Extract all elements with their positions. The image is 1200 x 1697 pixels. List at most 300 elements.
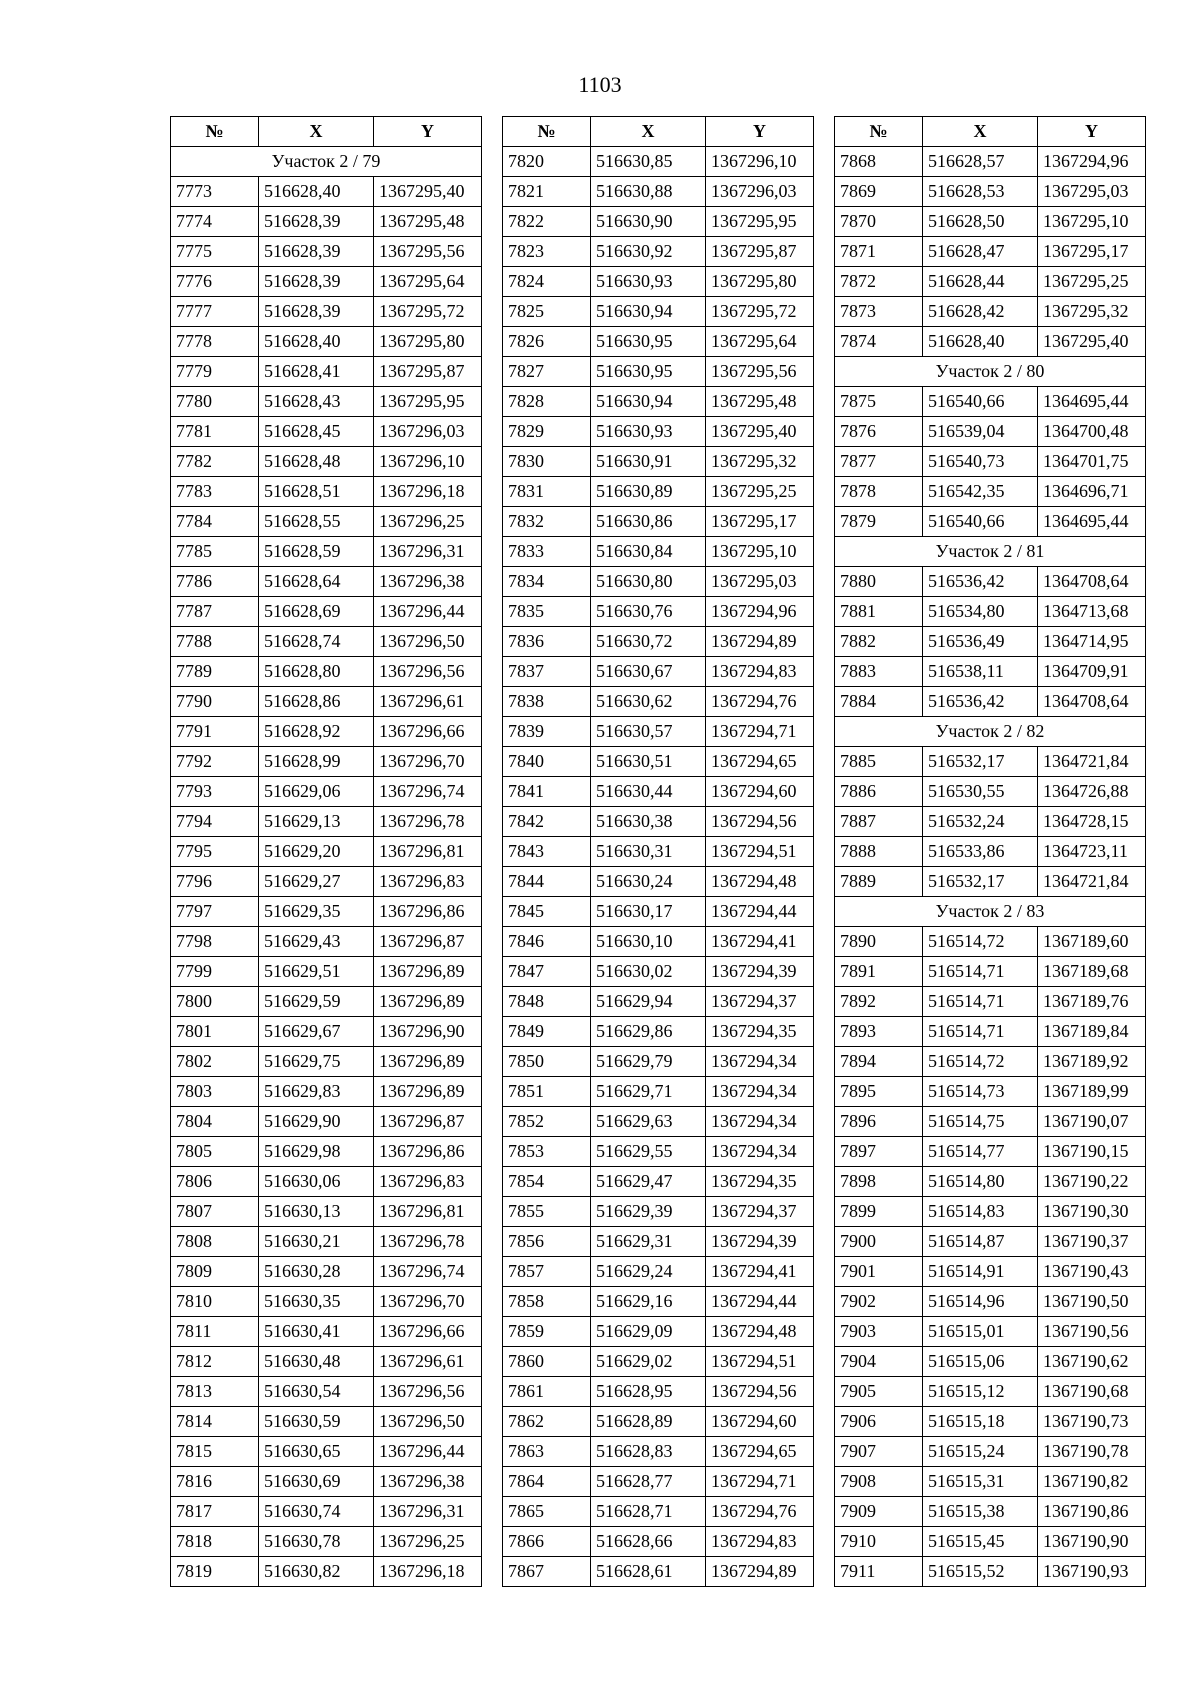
x-coordinate: 516630,17	[591, 897, 706, 927]
table-row	[171, 417, 482, 447]
y-coordinate: 1367189,99	[1038, 1077, 1146, 1107]
x-coordinate: 516630,67	[591, 657, 706, 687]
y-coordinate: 1364701,75	[1038, 447, 1146, 477]
y-coordinate: 1367296,03	[374, 417, 482, 447]
x-coordinate: 516628,92	[259, 717, 374, 747]
y-coordinate: 1367295,40	[706, 417, 814, 447]
x-coordinate: 516630,38	[591, 807, 706, 837]
point-number: 7826	[503, 327, 591, 357]
table-row	[503, 1047, 814, 1077]
table-row	[171, 1377, 482, 1407]
point-number: 7818	[171, 1527, 259, 1557]
x-coordinate: 516630,76	[591, 597, 706, 627]
y-coordinate: 1367296,61	[374, 1347, 482, 1377]
y-coordinate: 1367190,37	[1038, 1227, 1146, 1257]
x-coordinate: 516628,71	[591, 1497, 706, 1527]
y-coordinate: 1364709,91	[1038, 657, 1146, 687]
header-row	[835, 117, 1146, 147]
point-number: 7839	[503, 717, 591, 747]
table-row	[503, 537, 814, 567]
point-number: 7871	[835, 237, 923, 267]
point-number: 7860	[503, 1347, 591, 1377]
x-coordinate: 516629,09	[591, 1317, 706, 1347]
point-number: 7819	[171, 1557, 259, 1587]
point-number: 7835	[503, 597, 591, 627]
y-coordinate: 1367190,93	[1038, 1557, 1146, 1587]
x-coordinate: 516542,35	[923, 477, 1038, 507]
table-row	[835, 627, 1146, 657]
point-number: 7875	[835, 387, 923, 417]
y-coordinate: 1367190,50	[1038, 1287, 1146, 1317]
x-coordinate: 516514,71	[923, 957, 1038, 987]
table-row	[835, 477, 1146, 507]
table-row	[503, 1377, 814, 1407]
section-label: Участок 2 / 80	[835, 357, 1146, 387]
point-number: 7896	[835, 1107, 923, 1137]
y-coordinate: 1367296,31	[374, 537, 482, 567]
y-coordinate: 1367189,76	[1038, 987, 1146, 1017]
x-coordinate: 516630,62	[591, 687, 706, 717]
x-coordinate: 516514,91	[923, 1257, 1038, 1287]
y-coordinate: 1367190,90	[1038, 1527, 1146, 1557]
x-coordinate: 516629,55	[591, 1137, 706, 1167]
table-row	[171, 777, 482, 807]
y-coordinate: 1367296,86	[374, 897, 482, 927]
table-body	[171, 147, 482, 1587]
x-coordinate: 516630,93	[591, 417, 706, 447]
y-coordinate: 1367294,76	[706, 687, 814, 717]
y-coordinate: 1367295,87	[706, 237, 814, 267]
table-row	[171, 1197, 482, 1227]
point-number: 7799	[171, 957, 259, 987]
point-number: 7813	[171, 1377, 259, 1407]
y-coordinate: 1367296,66	[374, 717, 482, 747]
x-coordinate: 516630,69	[259, 1467, 374, 1497]
y-coordinate: 1367294,65	[706, 747, 814, 777]
y-coordinate: 1367294,71	[706, 717, 814, 747]
table-row	[171, 1107, 482, 1137]
point-number: 7870	[835, 207, 923, 237]
point-number: 7781	[171, 417, 259, 447]
y-coordinate: 1367294,44	[706, 1287, 814, 1317]
x-coordinate: 516628,42	[923, 297, 1038, 327]
y-coordinate: 1367296,25	[374, 507, 482, 537]
table-row	[503, 177, 814, 207]
x-coordinate: 516629,71	[591, 1077, 706, 1107]
y-coordinate: 1367189,68	[1038, 957, 1146, 987]
table-body	[503, 147, 814, 1587]
x-coordinate: 516629,27	[259, 867, 374, 897]
x-coordinate: 516629,02	[591, 1347, 706, 1377]
y-coordinate: 1367296,38	[374, 567, 482, 597]
x-coordinate: 516628,39	[259, 297, 374, 327]
x-coordinate: 516628,59	[259, 537, 374, 567]
x-coordinate: 516630,90	[591, 207, 706, 237]
table-row	[835, 1527, 1146, 1557]
table-row	[171, 957, 482, 987]
point-number: 7793	[171, 777, 259, 807]
x-coordinate: 516514,72	[923, 1047, 1038, 1077]
point-number: 7822	[503, 207, 591, 237]
x-coordinate: 516514,71	[923, 1017, 1038, 1047]
y-coordinate: 1367189,84	[1038, 1017, 1146, 1047]
point-number: 7846	[503, 927, 591, 957]
point-number: 7833	[503, 537, 591, 567]
point-number: 7817	[171, 1497, 259, 1527]
x-coordinate: 516515,12	[923, 1377, 1038, 1407]
y-coordinate: 1364695,44	[1038, 507, 1146, 537]
table-row	[835, 417, 1146, 447]
point-number: 7827	[503, 357, 591, 387]
table-row	[171, 1017, 482, 1047]
table-row	[171, 717, 482, 747]
x-coordinate: 516628,83	[591, 1437, 706, 1467]
point-number: 7820	[503, 147, 591, 177]
table-row	[503, 387, 814, 417]
y-coordinate: 1367295,32	[1038, 297, 1146, 327]
x-coordinate: 516538,11	[923, 657, 1038, 687]
y-coordinate: 1367296,44	[374, 1437, 482, 1467]
table-row	[171, 477, 482, 507]
x-coordinate: 516514,96	[923, 1287, 1038, 1317]
y-coordinate: 1367294,34	[706, 1077, 814, 1107]
table-row	[835, 1257, 1146, 1287]
x-coordinate: 516515,52	[923, 1557, 1038, 1587]
point-number: 7848	[503, 987, 591, 1017]
y-coordinate: 1367294,48	[706, 1317, 814, 1347]
point-number: 7895	[835, 1077, 923, 1107]
point-number: 7792	[171, 747, 259, 777]
y-coordinate: 1364708,64	[1038, 687, 1146, 717]
page-number: 1103	[578, 72, 622, 97]
table-row	[835, 1167, 1146, 1197]
y-coordinate: 1367296,89	[374, 987, 482, 1017]
y-coordinate: 1367295,40	[1038, 327, 1146, 357]
y-coordinate: 1367296,87	[374, 927, 482, 957]
y-coordinate: 1367296,03	[706, 177, 814, 207]
x-coordinate: 516628,66	[591, 1527, 706, 1557]
x-coordinate: 516629,16	[591, 1287, 706, 1317]
x-coordinate: 516628,95	[591, 1377, 706, 1407]
table-row	[503, 1317, 814, 1347]
x-coordinate: 516515,24	[923, 1437, 1038, 1467]
x-coordinate: 516630,89	[591, 477, 706, 507]
point-number: 7878	[835, 477, 923, 507]
y-coordinate: 1367189,60	[1038, 927, 1146, 957]
x-coordinate: 516629,98	[259, 1137, 374, 1167]
y-coordinate: 1367295,64	[374, 267, 482, 297]
point-number: 7794	[171, 807, 259, 837]
x-coordinate: 516630,24	[591, 867, 706, 897]
table-row	[835, 177, 1146, 207]
x-coordinate: 516628,61	[591, 1557, 706, 1587]
point-number: 7906	[835, 1407, 923, 1437]
x-coordinate: 516515,01	[923, 1317, 1038, 1347]
point-number: 7905	[835, 1377, 923, 1407]
table-row	[835, 567, 1146, 597]
table-row	[171, 807, 482, 837]
y-coordinate: 1364695,44	[1038, 387, 1146, 417]
x-coordinate: 516532,17	[923, 747, 1038, 777]
header-x: X	[259, 117, 374, 147]
x-coordinate: 516629,90	[259, 1107, 374, 1137]
x-coordinate: 516530,55	[923, 777, 1038, 807]
y-coordinate: 1367296,38	[374, 1467, 482, 1497]
table-row	[503, 1527, 814, 1557]
x-coordinate: 516629,75	[259, 1047, 374, 1077]
table-row	[503, 717, 814, 747]
point-number: 7832	[503, 507, 591, 537]
table-row	[503, 207, 814, 237]
table-row	[503, 747, 814, 777]
y-coordinate: 1367295,40	[374, 177, 482, 207]
x-coordinate: 516539,04	[923, 417, 1038, 447]
y-coordinate: 1367294,89	[706, 1557, 814, 1587]
point-number: 7841	[503, 777, 591, 807]
table-row	[171, 387, 482, 417]
coordinate-table-2	[502, 116, 814, 1587]
table-row	[503, 267, 814, 297]
x-coordinate: 516532,17	[923, 867, 1038, 897]
table-row	[835, 297, 1146, 327]
point-number: 7866	[503, 1527, 591, 1557]
point-number: 7836	[503, 627, 591, 657]
x-coordinate: 516515,38	[923, 1497, 1038, 1527]
x-coordinate: 516629,94	[591, 987, 706, 1017]
header-row	[503, 117, 814, 147]
x-coordinate: 516628,45	[259, 417, 374, 447]
table-row	[503, 1167, 814, 1197]
table-row	[171, 747, 482, 777]
table-row	[503, 657, 814, 687]
y-coordinate: 1367296,56	[374, 657, 482, 687]
point-number: 7790	[171, 687, 259, 717]
y-coordinate: 1367296,66	[374, 1317, 482, 1347]
table-row	[171, 867, 482, 897]
table-row	[503, 567, 814, 597]
table-row	[503, 1407, 814, 1437]
table-row	[503, 597, 814, 627]
y-coordinate: 1367295,25	[706, 477, 814, 507]
table-row	[835, 597, 1146, 627]
y-coordinate: 1367294,96	[1038, 147, 1146, 177]
point-number: 7853	[503, 1137, 591, 1167]
point-number: 7805	[171, 1137, 259, 1167]
table-row	[171, 567, 482, 597]
y-coordinate: 1367294,41	[706, 1257, 814, 1287]
y-coordinate: 1367295,72	[706, 297, 814, 327]
table-row	[835, 1467, 1146, 1497]
x-coordinate: 516629,39	[591, 1197, 706, 1227]
y-coordinate: 1367296,89	[374, 1077, 482, 1107]
x-coordinate: 516630,95	[591, 357, 706, 387]
point-number: 7828	[503, 387, 591, 417]
x-coordinate: 516630,84	[591, 537, 706, 567]
x-coordinate: 516628,89	[591, 1407, 706, 1437]
point-number: 7888	[835, 837, 923, 867]
table-row	[171, 1437, 482, 1467]
x-coordinate: 516628,77	[591, 1467, 706, 1497]
y-coordinate: 1367294,37	[706, 1197, 814, 1227]
table-row	[503, 957, 814, 987]
table-row	[171, 1467, 482, 1497]
table-row	[503, 1497, 814, 1527]
y-coordinate: 1367296,10	[706, 147, 814, 177]
y-coordinate: 1367190,68	[1038, 1377, 1146, 1407]
x-coordinate: 516630,54	[259, 1377, 374, 1407]
table-row	[503, 417, 814, 447]
table-row	[171, 1167, 482, 1197]
table-row	[835, 147, 1146, 177]
header-num: №	[171, 117, 259, 147]
x-coordinate: 516534,80	[923, 597, 1038, 627]
x-coordinate: 516628,39	[259, 237, 374, 267]
point-number: 7877	[835, 447, 923, 477]
point-number: 7886	[835, 777, 923, 807]
point-number: 7811	[171, 1317, 259, 1347]
x-coordinate: 516628,41	[259, 357, 374, 387]
point-number: 7902	[835, 1287, 923, 1317]
x-coordinate: 516628,40	[259, 177, 374, 207]
point-number: 7849	[503, 1017, 591, 1047]
table-row	[835, 1197, 1146, 1227]
x-coordinate: 516533,86	[923, 837, 1038, 867]
y-coordinate: 1367295,48	[706, 387, 814, 417]
table-row	[835, 987, 1146, 1017]
table-row	[171, 447, 482, 477]
y-coordinate: 1367295,17	[1038, 237, 1146, 267]
table-row	[171, 297, 482, 327]
x-coordinate: 516630,92	[591, 237, 706, 267]
y-coordinate: 1367296,18	[374, 477, 482, 507]
point-number: 7838	[503, 687, 591, 717]
point-number: 7795	[171, 837, 259, 867]
x-coordinate: 516514,73	[923, 1077, 1038, 1107]
table-row	[835, 747, 1146, 777]
y-coordinate: 1367190,73	[1038, 1407, 1146, 1437]
table-row	[171, 897, 482, 927]
table-row	[171, 837, 482, 867]
table-row	[171, 357, 482, 387]
table-row	[503, 837, 814, 867]
x-coordinate: 516630,72	[591, 627, 706, 657]
x-coordinate: 516629,24	[591, 1257, 706, 1287]
header-y: Y	[706, 117, 814, 147]
table-row	[171, 987, 482, 1017]
point-number: 7883	[835, 657, 923, 687]
y-coordinate: 1367294,89	[706, 627, 814, 657]
y-coordinate: 1367294,60	[706, 777, 814, 807]
point-number: 7804	[171, 1107, 259, 1137]
point-number: 7898	[835, 1167, 923, 1197]
y-coordinate: 1367296,74	[374, 1257, 482, 1287]
table-row	[503, 327, 814, 357]
x-coordinate: 516540,66	[923, 507, 1038, 537]
table-row	[503, 777, 814, 807]
table-row	[503, 1107, 814, 1137]
table-row	[503, 807, 814, 837]
y-coordinate: 1367294,39	[706, 957, 814, 987]
x-coordinate: 516630,02	[591, 957, 706, 987]
point-number: 7861	[503, 1377, 591, 1407]
y-coordinate: 1367294,44	[706, 897, 814, 927]
y-coordinate: 1367190,22	[1038, 1167, 1146, 1197]
y-coordinate: 1367295,10	[1038, 207, 1146, 237]
x-coordinate: 516540,66	[923, 387, 1038, 417]
table-row	[503, 357, 814, 387]
x-coordinate: 516630,06	[259, 1167, 374, 1197]
y-coordinate: 1367296,83	[374, 1167, 482, 1197]
x-coordinate: 516630,10	[591, 927, 706, 957]
y-coordinate: 1364700,48	[1038, 417, 1146, 447]
point-number: 7844	[503, 867, 591, 897]
table-row	[171, 537, 482, 567]
table-row	[171, 237, 482, 267]
point-number: 7786	[171, 567, 259, 597]
table-row	[171, 1407, 482, 1437]
point-number: 7815	[171, 1437, 259, 1467]
section-label: Участок 2 / 79	[171, 147, 482, 177]
header-y: Y	[1038, 117, 1146, 147]
point-number: 7808	[171, 1227, 259, 1257]
point-number: 7882	[835, 627, 923, 657]
x-coordinate: 516629,59	[259, 987, 374, 1017]
table-row	[171, 177, 482, 207]
point-number: 7821	[503, 177, 591, 207]
point-number: 7788	[171, 627, 259, 657]
y-coordinate: 1364696,71	[1038, 477, 1146, 507]
y-coordinate: 1367296,89	[374, 957, 482, 987]
table-row	[503, 1227, 814, 1257]
table-row	[503, 627, 814, 657]
table-row	[835, 327, 1146, 357]
table-row	[503, 1437, 814, 1467]
table-row	[835, 1227, 1146, 1257]
y-coordinate: 1367296,25	[374, 1527, 482, 1557]
x-coordinate: 516629,20	[259, 837, 374, 867]
x-coordinate: 516540,73	[923, 447, 1038, 477]
point-number: 7847	[503, 957, 591, 987]
table-row	[835, 777, 1146, 807]
x-coordinate: 516630,85	[591, 147, 706, 177]
x-coordinate: 516628,48	[259, 447, 374, 477]
point-number: 7783	[171, 477, 259, 507]
point-number: 7842	[503, 807, 591, 837]
table-row	[171, 1257, 482, 1287]
y-coordinate: 1367296,50	[374, 1407, 482, 1437]
y-coordinate: 1367296,81	[374, 837, 482, 867]
y-coordinate: 1367294,96	[706, 597, 814, 627]
section-label: Участок 2 / 81	[835, 537, 1146, 567]
point-number: 7831	[503, 477, 591, 507]
point-number: 7814	[171, 1407, 259, 1437]
table-row	[835, 1107, 1146, 1137]
x-coordinate: 516628,64	[259, 567, 374, 597]
point-number: 7874	[835, 327, 923, 357]
y-coordinate: 1367294,56	[706, 1377, 814, 1407]
x-coordinate: 516515,31	[923, 1467, 1038, 1497]
x-coordinate: 516628,80	[259, 657, 374, 687]
y-coordinate: 1364723,11	[1038, 837, 1146, 867]
header-x: X	[591, 117, 706, 147]
y-coordinate: 1367295,72	[374, 297, 482, 327]
x-coordinate: 516514,71	[923, 987, 1038, 1017]
table-row	[835, 1377, 1146, 1407]
y-coordinate: 1367294,34	[706, 1047, 814, 1077]
table-row	[503, 1077, 814, 1107]
point-number: 7837	[503, 657, 591, 687]
table-row	[171, 627, 482, 657]
